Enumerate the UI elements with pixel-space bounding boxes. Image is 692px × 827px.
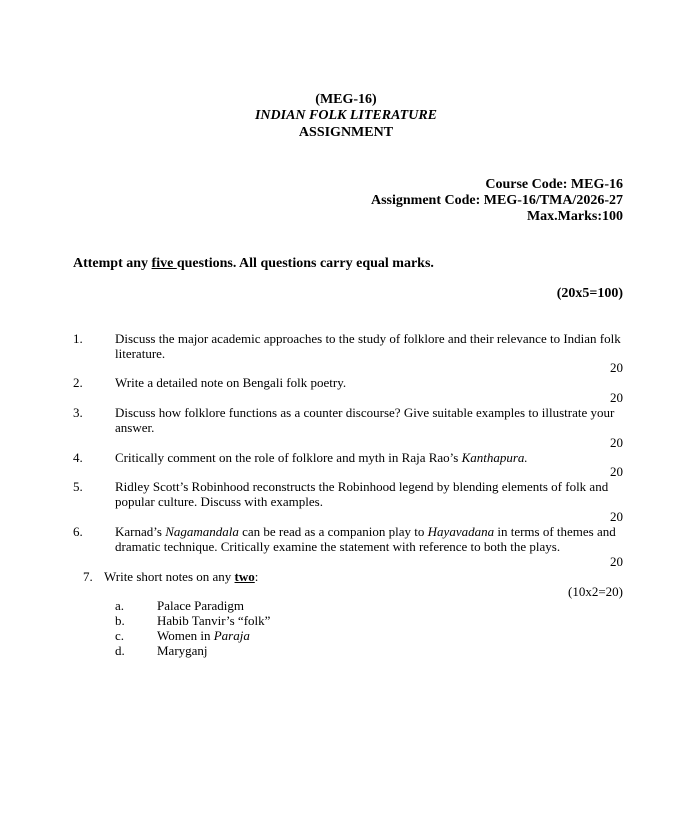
question-marks: 20 bbox=[610, 509, 623, 524]
question-number: 7. bbox=[83, 569, 93, 584]
instructions-after: questions. All questions carry equal marks. bbox=[176, 256, 434, 271]
question-text-part: Karnad’s bbox=[115, 524, 166, 539]
question-text: Write a detailed note on Bengali folk poetry. bbox=[115, 375, 347, 390]
sub-item-text-part: Women in bbox=[157, 628, 214, 643]
total-marks: (20x5=100) bbox=[556, 286, 623, 301]
course-code-line: Course Code: MEG-16 bbox=[485, 177, 623, 192]
question-text-part: : bbox=[254, 569, 259, 584]
question-number: 5. bbox=[73, 479, 83, 494]
question-number: 3. bbox=[73, 405, 83, 420]
question-number: 2. bbox=[73, 375, 83, 390]
question-marks: 20 bbox=[610, 360, 623, 375]
sub-item-letter: d. bbox=[115, 643, 125, 658]
question-marks: 20 bbox=[610, 464, 623, 479]
sub-item-letter: b. bbox=[115, 613, 125, 628]
sub-item-letter: c. bbox=[115, 628, 125, 643]
question-text-part: in terms of themes and dramatic technique. Critically examine the statement with reference to both the plays. bbox=[115, 524, 616, 554]
question-text bbox=[104, 569, 258, 584]
question-text: Discuss the major academic approaches to the study of folklore and their relevance to Indian folk literature. bbox=[115, 331, 621, 361]
question-marks: 20 bbox=[610, 554, 623, 569]
question-number: 4. bbox=[73, 450, 83, 465]
question-text bbox=[115, 524, 625, 554]
question-number: 1. bbox=[73, 331, 83, 346]
question-text: Discuss how folklore functions as a counter discourse? Give suitable examples to illustrate your answer. bbox=[115, 405, 615, 435]
play-title: Hayavadana bbox=[427, 524, 495, 539]
question-text bbox=[115, 450, 625, 465]
course-code-heading: (MEG-16) bbox=[315, 92, 377, 107]
question-marks: 20 bbox=[610, 435, 623, 450]
course-title: INDIAN FOLK LITERATURE bbox=[254, 108, 438, 123]
sub-item-text: Maryganj bbox=[157, 643, 208, 658]
book-title: Paraja bbox=[213, 628, 250, 643]
sub-item-letter: a. bbox=[115, 598, 125, 613]
question-emphasis: two bbox=[234, 569, 255, 584]
question-text-part: can be read as a companion play to bbox=[238, 524, 428, 539]
question-text-part: Critically comment on the role of folklore and myth in Raja Rao’s bbox=[115, 450, 462, 465]
assignment-code-line: Assignment Code: MEG-16/TMA/2026-27 bbox=[371, 193, 623, 208]
question-marks: (10x2=20) bbox=[568, 584, 623, 599]
instructions bbox=[73, 256, 434, 272]
document-type-heading: ASSIGNMENT bbox=[298, 125, 394, 140]
question-text-part: Write short notes on any bbox=[104, 569, 235, 584]
question-text: Ridley Scott’s Robinhood reconstructs the Robinhood legend by blending elements of folk and popular culture. Discuss with examples. bbox=[115, 479, 609, 509]
instructions-before: Attempt any bbox=[73, 256, 152, 271]
question-number: 6. bbox=[73, 524, 83, 539]
sub-item-text bbox=[157, 628, 250, 643]
book-title: Kanthapura. bbox=[461, 450, 528, 465]
instructions-emphasis: five bbox=[151, 256, 177, 271]
play-title: Nagamandala bbox=[165, 524, 239, 539]
question-marks: 20 bbox=[610, 390, 623, 405]
max-marks-line: Max.Marks:100 bbox=[526, 209, 623, 224]
sub-item-text: Habib Tanvir’s “folk” bbox=[157, 613, 271, 628]
sub-item-text: Palace Paradigm bbox=[157, 598, 244, 613]
